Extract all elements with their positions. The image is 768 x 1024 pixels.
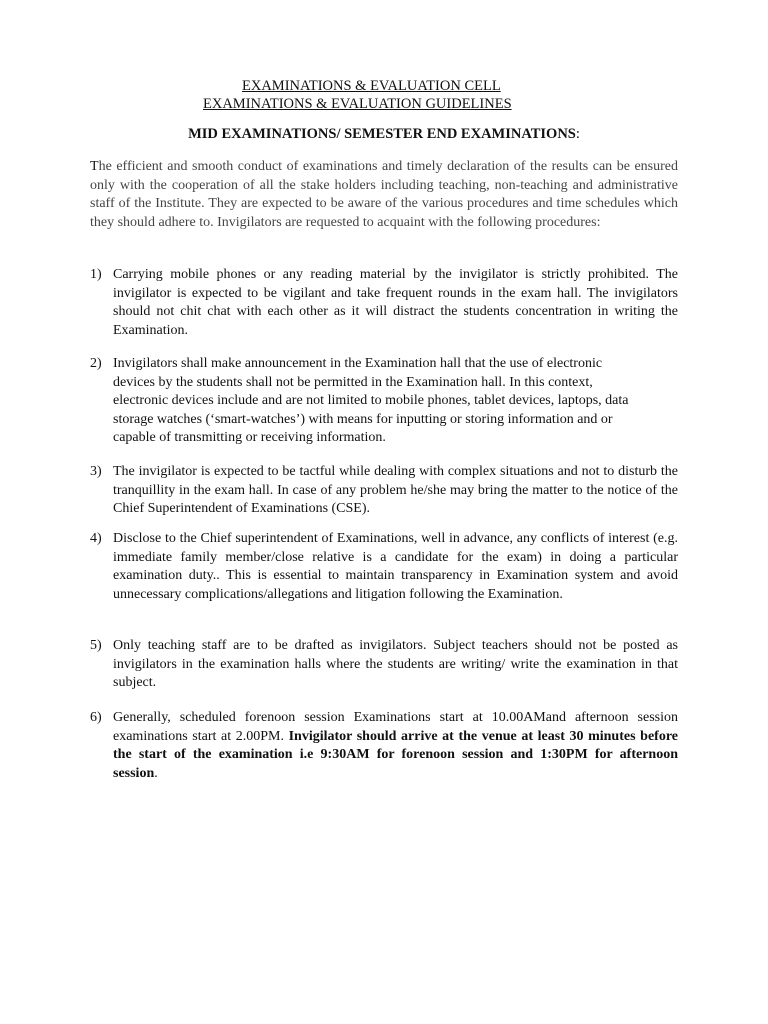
section-title-text: MID EXAMINATIONS/ SEMESTER END EXAMINATIONS [188, 126, 576, 142]
list-item [90, 530, 678, 604]
header-guidelines-title: EXAMINATIONS & EVALUATION GUIDELINES [203, 96, 512, 112]
list-item-text-normal: Generally, scheduled forenoon session Examinations start at 10.00AMand afternoon session examinations start at 2.00PM. [113, 710, 678, 744]
section-title-colon: : [575, 126, 580, 142]
list-item-line: storage watches (‘smart-watches’) with means for inputting or storing information and or [113, 411, 613, 427]
intro-text: he efficient and smooth conduct of examinations and timely declaration of the results can be ensured only with the cooperation of all the stake holders including teaching, non-teaching and administrative staff of the Institute. They are expected to be aware of the various procedures and time schedules which they should adhere to. Invigilators are requested to acquaint with the following procedures: [90, 159, 678, 230]
list-item-text-end: . [154, 765, 158, 781]
list-item [90, 709, 678, 783]
list-item-line: Invigilators shall make announcement in the Examination hall that the use of electronic [113, 356, 603, 371]
list-item-text-bold: Invigilator should arrive at the venue at least 30 minutes before the start of the examination i.e 9:30AM for forenoon session and 1:30PM for afternoon session [113, 728, 679, 781]
list-item-text: The invigilator is expected to be tactful while dealing with complex situations and not to disturb the tranquillity in the exam hall. In case of any problem he/she may bring the matter to the notice of the Chief Superintendent of Examinations (CSE). [113, 464, 678, 516]
list-item [90, 266, 678, 340]
intro-first-letter: T [90, 159, 99, 174]
list-item-text [113, 355, 678, 448]
document-header [200, 77, 560, 113]
list-item-number: 5) [90, 638, 102, 653]
list-item-text: Carrying mobile phones or any reading material by the invigilator is strictly prohibited. The invigilator is expected to be vigilant and take frequent rounds in the exam hall. The invigilators should not chit chat with each other as it will distract the students concentration in writing the Examination. [113, 267, 678, 338]
list-item-text [113, 709, 678, 783]
list-item-number: 2) [90, 356, 102, 371]
header-cell-title: EXAMINATIONS & EVALUATION CELL [242, 78, 501, 94]
section-title [0, 126, 768, 143]
list-item-number: 3) [90, 464, 102, 479]
list-item-text: Only teaching staff are to be drafted as invigilators. Subject teachers should not be posted as invigilators in the examination halls where the students are writing/ write the examination in that subject. [113, 638, 678, 690]
list-item-number: 6) [90, 710, 102, 725]
list-item-line: capable of transmitting or receiving information. [113, 430, 386, 445]
intro-paragraph [90, 158, 678, 232]
list-item-line: devices by the students shall not be permitted in the Examination hall. In this context, [113, 374, 593, 390]
list-item [90, 463, 678, 519]
list-item-number: 1) [90, 267, 102, 282]
list-item-line: electronic devices include and are not limited to mobile phones, tablet devices, laptops, data [113, 393, 629, 408]
list-item [90, 637, 678, 693]
list-item [90, 355, 678, 448]
list-item-text: Disclose to the Chief superintendent of Examinations, well in advance, any conflicts of interest (e.g. immediate family member/close relative is a candidate for the exam) in doing a particular examination duty.. This is essential to maintain transparency in Examination system and avoid unnecessary complications/allegations and litigation following the Examination. [113, 531, 678, 602]
list-item-number: 4) [90, 531, 102, 546]
